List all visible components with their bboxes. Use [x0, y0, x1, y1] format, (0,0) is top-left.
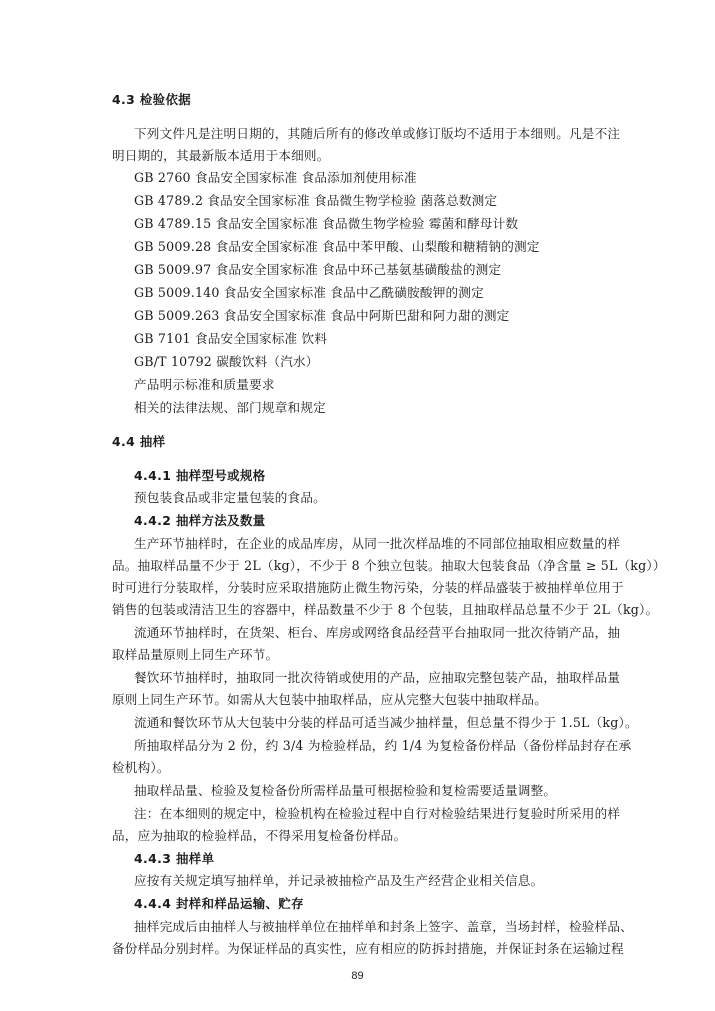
paragraph-line: 所抽取样品分为 2 份，约 3/4 为检验样品，约 1/4 为复检备份样品（备份样品封存在承: [134, 738, 632, 753]
reference-item: GB 4789.2 食品安全国家标准 食品微生物学检验 菌落总数测定: [134, 193, 498, 208]
page-number: 89: [351, 970, 364, 982]
reference-item: GB 5009.97 食品安全国家标准 食品中环己基氨基磺酸盐的测定: [134, 262, 502, 277]
reference-item: 产品明示标准和质量要求: [134, 377, 275, 392]
paragraph-line: 品。抽取样品量不少于 2L（kg），不少于 8 个独立包装。抽取大包装食品（净含量 ≥ 5L（kg））: [112, 558, 666, 573]
subsection-text-4-4-1: 预包装食品或非定量包装的食品。: [134, 490, 326, 505]
note-line: 品，应为抽取的检验样品，不得采用复检备份样品。: [112, 828, 407, 843]
intro-paragraph-line-1: 下列文件凡是注明日期的，其随后所有的修改单或修订版均不适用于本细则。凡是不注: [134, 126, 621, 141]
note-line: 注：在本细则的规定中，检验机构在检验过程中自行对检验结果进行复验时所采用的样: [134, 806, 621, 821]
reference-item: GB 4789.15 食品安全国家标准 食品微生物学检验 霉菌和酵母计数: [134, 216, 519, 231]
section-heading-4-3: 4.3 检验依据: [112, 92, 192, 107]
subsection-heading-4-4-4: 4.4.4 封样和样品运输、贮存: [134, 896, 304, 911]
paragraph-line: 流通和餐饮环节从大包装中分装的样品可适当减少抽样量，但总量不得少于 1.5L（kg）。: [134, 715, 638, 730]
subsection-heading-4-4-1: 4.4.1 抽样型号或规格: [134, 468, 266, 483]
reference-item: GB 5009.28 食品安全国家标准 食品中苯甲酸、山梨酸和糖精钠的测定: [134, 239, 540, 254]
reference-item: GB/T 10792 碳酸饮料（汽水）: [134, 354, 319, 369]
subsection-heading-4-4-3: 4.4.3 抽样单: [134, 851, 215, 866]
reference-item: GB 5009.263 食品安全国家标准 食品中阿斯巴甜和阿力甜的测定: [134, 308, 510, 323]
paragraph-line: 销售的包装或清洁卫生的容器中，样品数量不少于 8 个包装，且抽取样品总量不少于 2L（kg）。: [112, 602, 659, 617]
reference-item: GB 5009.140 食品安全国家标准 食品中乙酰磺胺酸钾的测定: [134, 285, 484, 300]
paragraph-line: 原则上同生产环节。如需从大包装中抽取样品，应从完整大包装中抽取样品。: [112, 692, 547, 707]
subsection-heading-4-4-2: 4.4.2 抽样方法及数量: [134, 513, 266, 528]
intro-paragraph-line-2: 明日期的，其最新版本适用于本细则。: [112, 148, 330, 163]
reference-item: 相关的法律法规、部门规章和规定: [134, 400, 326, 415]
paragraph-line: 取样品量原则上同生产环节。: [112, 647, 279, 662]
paragraph-line: 抽取样品量、检验及复检备份所需样品量可根据检验和复检需要适量调整。: [134, 783, 557, 798]
paragraph-line: 抽样完成后由抽样人与被抽样单位在抽样单和封条上签字、盖章，当场封样，检验样品、: [134, 919, 633, 934]
section-heading-4-4: 4.4 抽样: [112, 434, 166, 449]
subsection-text-4-4-3: 应按有关规定填写抽样单，并记录被抽检产品及生产经营企业相关信息。: [134, 873, 544, 888]
paragraph-line: 流通环节抽样时，在货架、柜台、库房或网络食品经营平台抽取同一批次待销产品，抽: [134, 625, 621, 640]
paragraph-line: 备份样品分别封样。为保证样品的真实性，应有相应的防拆封措施，并保证封条在运输过程: [112, 941, 624, 956]
reference-item: GB 7101 食品安全国家标准 饮料: [134, 331, 328, 346]
paragraph-line: 餐饮环节抽样时，抽取同一批次待销或使用的产品，应抽取完整包装产品，抽取样品量: [134, 670, 621, 685]
paragraph-line: 生产环节抽样时，在企业的成品库房，从同一批次样品堆的不同部位抽取相应数量的样: [134, 536, 621, 551]
paragraph-line: 检机构）。: [112, 760, 170, 775]
reference-item: GB 2760 食品安全国家标准 食品添加剂使用标准: [134, 170, 417, 185]
paragraph-line: 时可进行分装取样，分装时应采取措施防止微生物污染，分装的样品盛装于被抽样单位用于: [112, 580, 624, 595]
